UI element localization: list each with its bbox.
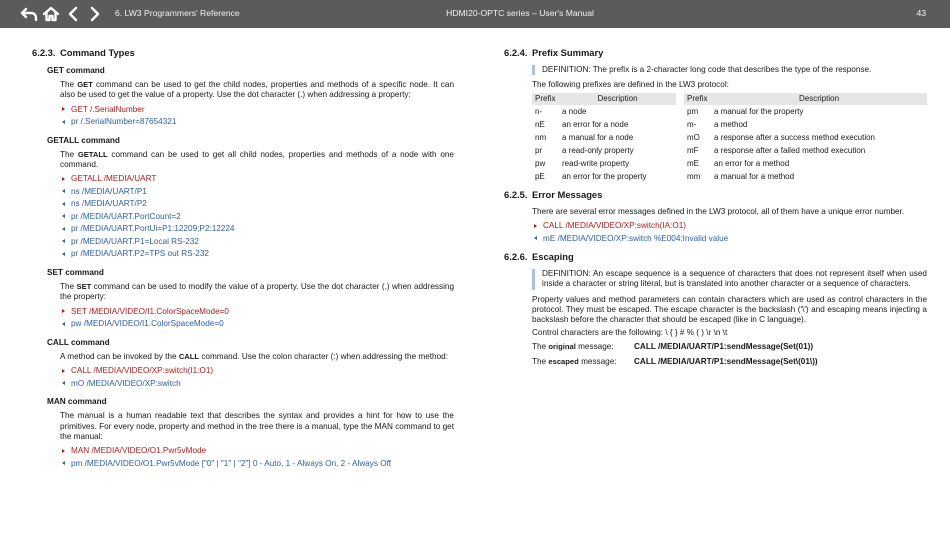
command-response: pr /.SerialNumber=87654321 [60, 116, 454, 129]
prefix-description: a manual for the property [714, 106, 804, 116]
prefix-table-row [532, 144, 927, 157]
getall-command-example [60, 173, 454, 261]
prefix-description: a read-only property [562, 145, 634, 155]
command-response: pr /MEDIA/UART.P2=TPS out RS-232 [60, 248, 454, 261]
prefix-code: mm [687, 171, 701, 181]
prefix-code: pE [535, 171, 545, 181]
section-heading-escaping: 6.2.6. Escaping [504, 251, 574, 263]
prefix-code: mF [687, 145, 699, 155]
right-column [504, 47, 927, 372]
prefix-table-row [532, 157, 927, 170]
prefix-code: mE [687, 158, 700, 168]
prefix-description: a response after a failed method execution [714, 145, 866, 155]
escaped-message-row: The escaped message: CALL /MEDIA/UART/P1:sendMessage(Set\(01\)) [532, 357, 927, 369]
man-command-example [60, 445, 454, 470]
command-request: CALL /MEDIA/VIDEO/XP:switch(I1:O1) [60, 365, 454, 378]
prefix-description: a method [714, 119, 748, 129]
escaped-message-value: CALL /MEDIA/UART/P1:sendMessage(Set\(01\)) [634, 356, 818, 366]
set-command-heading: SET command [47, 267, 104, 277]
chapter-title: 6. LW3 Programmers' Reference [115, 8, 240, 18]
prefix-code: m- [687, 119, 697, 129]
set-command-example [60, 306, 454, 331]
prefix-description: read-write property [562, 158, 630, 168]
section-heading-command-types: 6.2.3. Command Types [32, 47, 135, 58]
command-response: ns /MEDIA/UART/P2 [60, 198, 454, 211]
prefix-table-body [532, 105, 927, 183]
prefix-description: a manual for a method [714, 171, 795, 181]
command-response: pr /MEDIA/UART.PortCount=2 [60, 211, 454, 224]
prefix-description: an error for the property [562, 171, 647, 181]
prefix-code: pw [535, 158, 546, 168]
prefix-table-header: Prefix Description Prefix Description [532, 93, 927, 105]
prefix-description: an error for a node [562, 119, 629, 129]
escaping-definition: DEFINITION: An escape sequence is a sequence of characters that does not represent itself when used inside a character or string literal, but is translated into another character or a sequence of characters. [532, 269, 927, 290]
error-example [532, 220, 927, 245]
document-title: HDMI20-OPTC series – User's Manual [446, 8, 594, 18]
call-command-heading: CALL command [47, 337, 110, 347]
prefix-code: pm [687, 106, 699, 116]
command-response: mO /MEDIA/VIDEO/XP:switch [60, 378, 454, 391]
command-request: MAN /MEDIA/VIDEO/O1.Pwr5vMode [60, 445, 454, 458]
get-command-example [60, 104, 454, 129]
getall-command-heading: GETALL command [47, 135, 120, 145]
command-response: mE /MEDIA/VIDEO/XP:switch %E004:Invalid value [532, 233, 927, 246]
command-request: SET /MEDIA/VIDEO/I1.ColorSpaceMode=0 [60, 306, 454, 319]
prefix-table-row [532, 105, 927, 118]
control-characters-text: Control characters are the following: \ { } # % ( ) \r \n \t [532, 328, 728, 338]
prefix-description: a manual for a node [562, 132, 634, 142]
command-request: GETALL /MEDIA/UART [60, 173, 454, 186]
left-column [32, 47, 454, 472]
page-number: 43 [916, 8, 926, 18]
prefix-table-row [532, 170, 927, 183]
header-bar [0, 0, 950, 28]
command-request: GET /.SerialNumber [60, 104, 454, 117]
prefix-table [532, 93, 927, 183]
command-response: pm /MEDIA/VIDEO/O1.Pwr5vMode ["0" | "1" | "2"] 0 - Auto, 1 - Always On, 2 - Always Off [60, 458, 454, 471]
section-heading-prefix-summary: 6.2.4. Prefix Summary [504, 47, 604, 58]
prefix-description: a response after a success method execution [714, 132, 875, 142]
call-command-text: A method can be invoked by the CALL command. Use the colon character (:) when addressing the method: [60, 351, 448, 361]
set-command-text: The SET command can be used to modify the value of a property. Use the dot character (.) when addressing the property: [60, 282, 454, 302]
command-response: pr /MEDIA/UART.P1=Local RS-232 [60, 236, 454, 249]
section-heading-error-messages: 6.2.5. Error Messages [504, 189, 603, 201]
getall-command-text: The GETALL command can be used to get all child nodes, properties and methods of a node with one command. [60, 149, 454, 169]
get-command-text: The GET command can be used to get the child nodes, properties and methods of a specific node. It can also be used to get the value of a property. Use the dot character (.) when addressing a property: [60, 80, 454, 100]
command-request: CALL /MEDIA/VIDEO/XP:switch(IA:O1) [532, 220, 927, 233]
call-command-example [60, 365, 454, 390]
prefix-description: a node [562, 106, 587, 116]
original-message-row: The original message: CALL /MEDIA/UART/P1:sendMessage(Set(01)) [532, 342, 927, 354]
command-response: pr /MEDIA/UART.PortUi=P1:12209;P2:12224 [60, 223, 454, 236]
man-command-heading: MAN command [47, 397, 107, 406]
prefix-table-row [532, 118, 927, 131]
prefix-code: n- [535, 106, 543, 116]
command-response: ns /MEDIA/UART/P1 [60, 186, 454, 199]
prefix-definition: DEFINITION: The prefix is a 2-character long code that describes the type of the response. [532, 65, 927, 75]
original-message-value: CALL /MEDIA/UART/P1:sendMessage(Set(01)) [634, 341, 814, 351]
prefix-description: an error for a method [714, 158, 790, 168]
get-command-heading: GET command [47, 65, 105, 75]
prefix-table-row [532, 131, 927, 144]
command-response: pw /MEDIA/VIDEO/I1.ColorSpaceMode=0 [60, 318, 454, 331]
prefix-code: pr [535, 145, 543, 155]
escaping-text: Property values and method parameters can contain characters which are used as control characters in the protocol. They must be escaped. The escape character is the backslash ('\') and escaping means injecting a backslash before the character that should be escaped (like in C language). [532, 294, 927, 324]
prefix-code: nm [535, 132, 547, 142]
man-command-text: The manual is a human readable text that describes the syntax and provides a hint for how to use the primitives. For every node, property and method in the tree there is a manual, type the MAN command to get the manual: [60, 411, 454, 441]
prefix-code: mO [687, 132, 700, 142]
error-messages-text: There are several error messages defined in the LW3 protocol, all of them have a unique error number. [532, 207, 905, 216]
prefix-intro: The following prefixes are defined in the LW3 protocol: [532, 80, 729, 89]
prefix-code: nE [535, 119, 545, 129]
